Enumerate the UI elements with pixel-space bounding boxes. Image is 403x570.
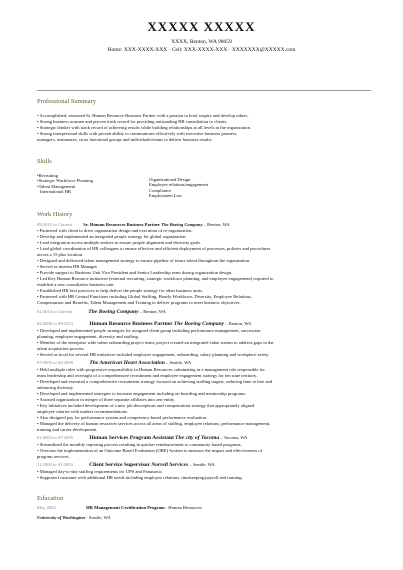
candidate-name: XXXXX XXXXX [147, 19, 256, 34]
job-bullet: planning, employee engagement, diversity and staffing. [37, 334, 139, 339]
job-bullet: • Served as focal for several HR initiatives included employee engagement, onboarding, salary planning and workplace safety. [37, 352, 270, 357]
job-header [37, 309, 372, 315]
summary-line: • Strong business acumen and proven track record for providing outstanding HR consultation to clients. [37, 119, 228, 124]
skill-item: •Recruiting [37, 173, 58, 178]
job-bullet: program services. [37, 454, 70, 459]
job-location: – Seattle, WA [189, 462, 215, 467]
job-title: Sr. Human Resources Business Partner [83, 222, 160, 227]
summary-line: • Strategic thinker with track record of achieving results while building relationships at all levels in the organization. [37, 125, 252, 130]
skill-item: Organizational Design [149, 177, 191, 182]
skill-item: •Strategic Workforce Planning [37, 178, 94, 184]
skills-right-column [149, 177, 208, 198]
summary-line: • Strong interpersonal skills with proven ability to communicate effectively with executive business partners, [37, 131, 238, 136]
job-bullet: • Oversaw the implementation of an Outcome Based Evaluation (OBE) System to measure the impact and effectiveness of [37, 448, 263, 453]
job-bullet: • Developed and executed a comprehensive recruitment strategy focused on achieving staffing targets, reducing time to hire and [37, 379, 273, 384]
job-bullet: training and career development. [37, 427, 98, 432]
job-bullet: • Provide support to Business Unit Vice President and Senior Leadership team during organization design. [37, 270, 233, 275]
education-school: University of Washington [37, 515, 86, 520]
job-bullet: • Managed day-to-day staffing requirements for UPS and Panasonic. [37, 469, 163, 474]
education-school-line [37, 515, 372, 520]
education-entry [37, 505, 372, 510]
job-bullet: • Key initiatives included development of a new job descriptions and compensation strategy that appropriately aligned [37, 403, 255, 408]
job-title: Human Services Program Assistant [89, 435, 174, 441]
education-date: May 2002 [37, 505, 56, 510]
job-header [37, 435, 372, 441]
job-date: 07/2005 to 02/2008 [37, 360, 73, 365]
job-location: – Seattle, WA [166, 360, 192, 365]
job-company: Norrell Services [151, 462, 189, 468]
job-location: – Renton, WA [139, 309, 166, 314]
job-company: The Boeing Company [88, 309, 139, 315]
job-date: 02/2008 to 09/2013 [37, 321, 73, 326]
job-bullet: • Also designed pay for performance system and competency-based performance evaluation. [37, 415, 208, 420]
job-bullet: • Streamlined the monthly reporting process resulting in quicker reimbursement to community based programs. [37, 442, 242, 447]
job-location: – Tacoma, WA [220, 435, 248, 440]
job-date: 01/2003 to 07/2005 [37, 435, 73, 440]
skill-item: International HR [40, 188, 71, 194]
education-heading: Education [37, 495, 64, 502]
job-bullet: • Supported customer with additional HR needs including employee relations, timekeeping/payroll and training. [37, 475, 243, 480]
job-bullet: • Managed the delivery of human resources services across all areas of staffing, employee relations, performance management, [37, 421, 271, 426]
skill-item: Employment Law [149, 192, 183, 198]
job-header [37, 222, 372, 227]
job-date: 02/2014 to Current [37, 309, 72, 314]
job-location: – Renton, WA [203, 222, 230, 227]
job-bullet: • Served as interim HR Manager. [37, 264, 98, 269]
job-bullet: team leadership and oversight of a comprehensive recruitment and employee engagement strategy for ten state territory. [37, 373, 258, 378]
job-bullet: • Assisted organization in merger of three separate affiliates into one entity. [37, 397, 176, 402]
job-header [37, 462, 372, 468]
job-bullet: • Established HR best practices to help deliver the people strategy for other business units. [37, 288, 204, 293]
job-bullet: • Partnered with client to drive organization design and execution of re-organization. [37, 228, 193, 233]
job-bullet: • Held multiple roles with progressive responsibility in Human Resources culminating in a management role responsible for [37, 367, 265, 372]
education-location: - Seattle, WA [86, 515, 111, 520]
summary-line: managers, teammates, cross functional groups and individuals/teams to deliver business results. [37, 137, 213, 142]
job-bullet: employee salaries with market recommendations. [37, 409, 128, 414]
job-bullet: • Lead global coordination of HR colleagues to ensure effective and efficient deployment of processes, policies and procedures [37, 246, 271, 251]
job-bullet: • Designed and delivered talent management strategy to ensure pipeline of future talent throughout the organization. [37, 258, 251, 263]
contact-phones: Home: XXX-XXXX-XXX · Cell: XXX-XXXX-XXX · XXXXXXX@XXXXX.com [107, 47, 296, 53]
job-title: Client Service Supervisor [89, 462, 151, 468]
job-header [37, 321, 372, 327]
job-bullet: Compensation and Benefits, Talent Management and Training to deliver programs to meet business objectives. [37, 300, 241, 305]
job-company: The American Heart Association [89, 360, 165, 366]
job-company: The Boeing Company [173, 321, 225, 327]
job-bullet: enhancing diversity. [37, 385, 74, 390]
job-bullet: • Lead integration across multiple entities to ensure people alignment and diversity goals. [37, 240, 202, 245]
job-bullet: • Led Key Human Resource initiatives (external recruiting, strategic workforce planning, and employee engagement) required to [37, 276, 274, 281]
job-company: The Boeing Company [161, 222, 203, 227]
skill-item: Compliance [149, 187, 172, 193]
skill-item: Employee relations/engagement [149, 182, 209, 188]
job-date: 09/2015 to Current [37, 222, 72, 227]
job-bullet: • Partnered with HR Central Functions including Global Staffing, Hourly Workforce, Diversity, Employee Relations, [37, 294, 252, 299]
summary-heading: Professional Summary [37, 98, 97, 105]
job-title: Human Resource Business Partner [89, 321, 173, 327]
skills-left-column [37, 173, 93, 194]
contact-address: XXXX, Renton, WA 98059 [171, 39, 232, 45]
section-divider [37, 90, 371, 91]
education-field: : Human Resources [165, 505, 202, 510]
job-bullet: establish a new consultative business unit. [37, 282, 115, 287]
job-date: 11/2000 to 01/2003 [37, 462, 73, 467]
job-bullet: • Developed and implemented people strategies for assigned client group including performance management, succession [37, 328, 261, 333]
work-history-heading: Work History [37, 211, 73, 218]
job-bullet: • Developed and implemented strategies to increase engagement including on boarding and mentorship programs. [37, 391, 247, 396]
job-bullet: • Member of the enterprise wide talent onboarding project team; project created an integrated value stream to address gaps in the [37, 340, 274, 345]
job-header [37, 360, 372, 366]
education-degree: HR Management Certification Program [86, 505, 165, 510]
job-bullet: across a 15 plus location. [37, 252, 84, 257]
job-bullet: talent acquisition process. [37, 346, 85, 351]
job-location: – Renton, WA [225, 321, 252, 326]
skills-heading: Skills [37, 158, 52, 165]
skill-item: •Talent Management [37, 183, 76, 189]
job-company: The city of Tacoma [175, 435, 220, 441]
job-bullet: • Develop and implemented an integrated people strategy for global organization. [37, 234, 187, 239]
summary-line: • Accomplished, seasoned Sr. Human Resource Business Partner with a passion to lead, inspire and develop others. [37, 113, 249, 118]
